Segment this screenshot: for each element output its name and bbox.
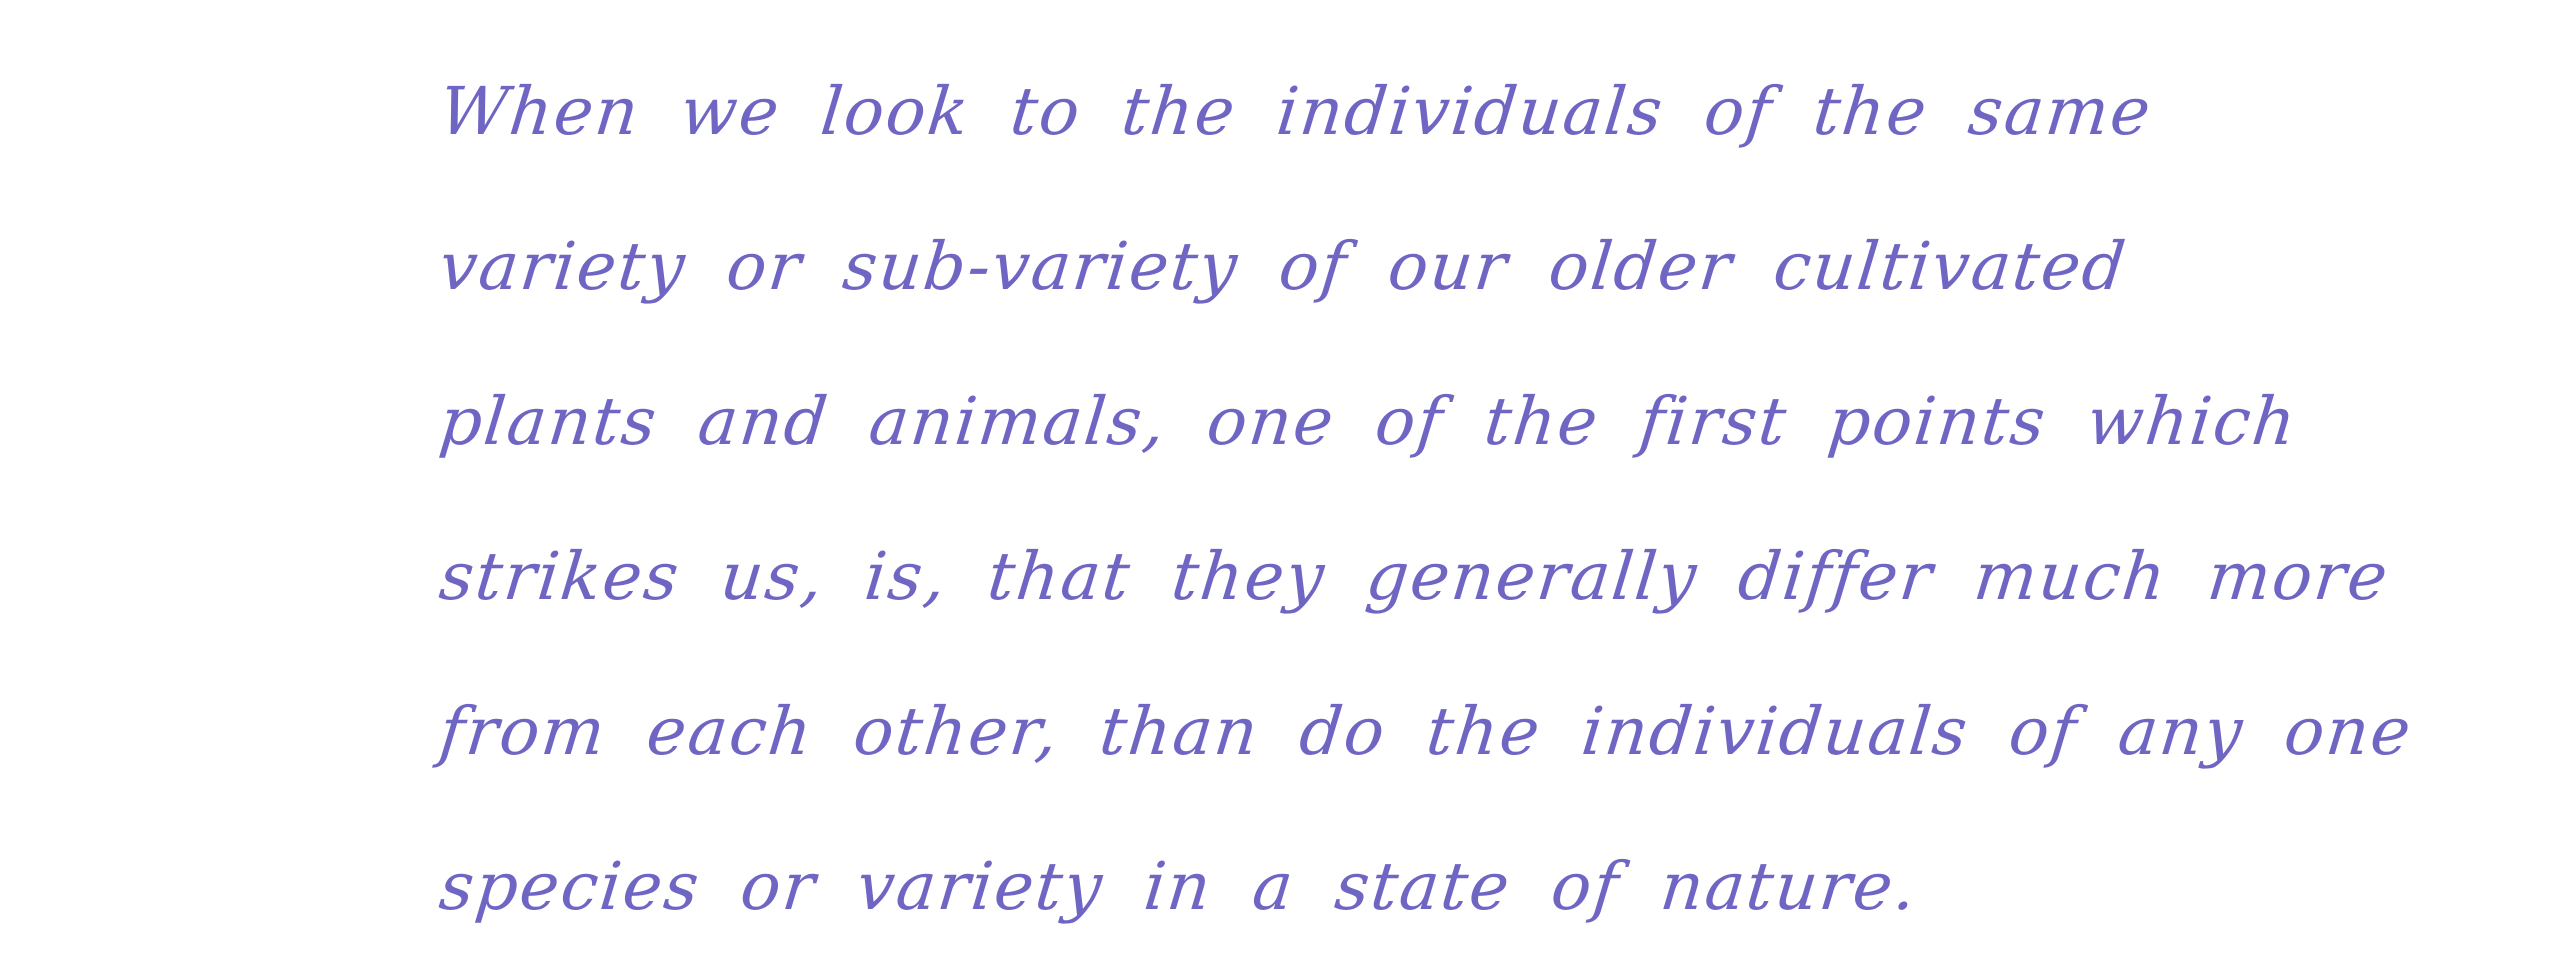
handwritten-line-5: from each other, than do the individuals of any one bbox=[435, 693, 2417, 770]
handwritten-line-4: strikes us, is, that they generally differ much more bbox=[435, 538, 2394, 615]
handwritten-line-6: species or variety in a state of nature. bbox=[435, 848, 1922, 925]
handwritten-line-1: When we look to the individuals of the same bbox=[435, 73, 2156, 150]
handwritten-text-block bbox=[435, 34, 2417, 964]
handwritten-line-3: plants and animals, one of the first points which bbox=[435, 383, 2302, 460]
handwritten-line-2: variety or sub-variety of our older cultivated bbox=[435, 228, 2131, 305]
